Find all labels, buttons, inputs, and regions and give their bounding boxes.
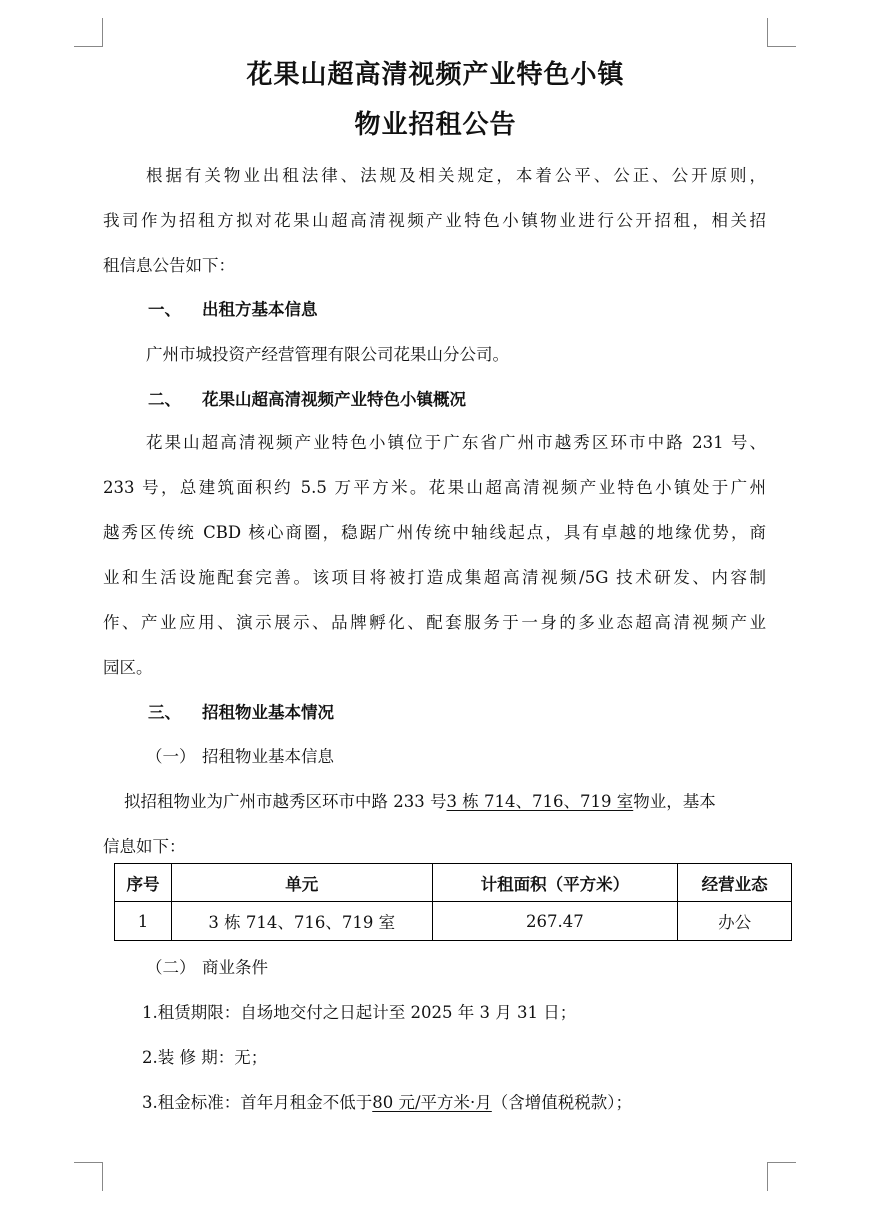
intro-line-3: 租信息公告如下： bbox=[103, 256, 235, 275]
section-2-line-5: 作、产业应用、演示展示、品牌孵化、配套服务于一身的多业态超高清视频产业 bbox=[103, 613, 766, 632]
rental-property-table bbox=[114, 863, 792, 941]
section-3-heading bbox=[148, 703, 334, 723]
subsection-1-heading bbox=[146, 747, 334, 767]
document-subtitle: 物业招租公告 bbox=[354, 110, 517, 140]
header-business-type: 经营业态 bbox=[678, 864, 792, 902]
subsection-1-line-2: 信息如下： bbox=[103, 837, 186, 856]
document-title: 花果山超高清视频产业特色小镇 bbox=[246, 60, 625, 90]
header-serial-number: 序号 bbox=[115, 864, 172, 902]
section-1-body: 广州市城投资产经营管理有限公司花果山分公司。 bbox=[146, 345, 509, 364]
table-row bbox=[115, 902, 792, 941]
header-unit: 单元 bbox=[171, 864, 432, 902]
section-2-heading bbox=[148, 390, 466, 410]
section-1-heading bbox=[148, 300, 318, 320]
section-3-title: 招租物业基本情况 bbox=[202, 703, 334, 722]
section-2-line-6: 园区。 bbox=[103, 658, 153, 677]
section-2-line-4: 业和生活设施配套完善。该项目将被打造成集超高清视频/5G 技术研发、内容制 bbox=[103, 568, 766, 587]
section-3-number: 三、 bbox=[148, 703, 181, 722]
crop-mark-bottom-left bbox=[74, 1162, 103, 1191]
section-1-number: 一、 bbox=[148, 300, 181, 319]
property-units-underlined: 3 栋 714、716、719 室 bbox=[446, 792, 634, 811]
subsection-1-number: （一） bbox=[146, 747, 196, 766]
subsection-1-line-1 bbox=[124, 792, 716, 812]
header-rental-area: 计租面积（平方米） bbox=[432, 864, 678, 902]
section-2-number: 二、 bbox=[148, 390, 181, 409]
rent-standard-item bbox=[142, 1093, 632, 1113]
rent-price-underlined: 80 元/平方米·月 bbox=[372, 1093, 492, 1112]
lease-term-item: 1.租赁期限：自场地交付之日起计至 2025 年 3 月 31 日； bbox=[142, 1003, 577, 1022]
section-1-title: 出租方基本信息 bbox=[202, 300, 318, 319]
subsection-2-number: （二） bbox=[146, 958, 196, 977]
renovation-period-item: 2.装 修 期：无； bbox=[142, 1048, 268, 1067]
rent-tax-note: （含增值税税款）； bbox=[491, 1093, 633, 1112]
cell-rental-area: 267.47 bbox=[432, 902, 678, 941]
table-header-row bbox=[115, 864, 792, 902]
subsection-1-title: 招租物业基本信息 bbox=[202, 747, 334, 766]
section-2-line-1: 花果山超高清视频产业特色小镇位于广东省广州市越秀区环市中路 231 号、 bbox=[146, 433, 766, 452]
subsection-2-heading bbox=[146, 958, 268, 978]
property-address-suffix: 物业，基本 bbox=[633, 792, 716, 811]
crop-mark-top-right bbox=[767, 18, 796, 47]
crop-mark-bottom-right bbox=[767, 1162, 796, 1191]
intro-line-2: 我司作为招租方拟对花果山超高清视频产业特色小镇物业进行公开招租，相关招 bbox=[103, 211, 766, 230]
cell-business-type: 办公 bbox=[678, 902, 792, 941]
subsection-2-title: 商业条件 bbox=[202, 958, 268, 977]
rent-standard-label: 3.租金标准：首年月租金不低于 bbox=[142, 1093, 373, 1112]
intro-line-1: 根据有关物业出租法律、法规及相关规定，本着公平、公正、公开原则， bbox=[146, 166, 766, 185]
section-2-title: 花果山超高清视频产业特色小镇概况 bbox=[202, 390, 466, 409]
cell-unit: 3 栋 714、716、719 室 bbox=[171, 902, 432, 941]
section-2-line-2: 233 号，总建筑面积约 5.5 万平方米。花果山超高清视频产业特色小镇处于广州 bbox=[103, 478, 766, 497]
crop-mark-top-left bbox=[74, 18, 103, 47]
cell-serial-number: 1 bbox=[115, 902, 172, 941]
section-2-line-3: 越秀区传统 CBD 核心商圈，稳踞广州传统中轴线起点，具有卓越的地缘优势，商 bbox=[103, 523, 766, 542]
property-address-text: 拟招租物业为广州市越秀区环市中路 233 号 bbox=[124, 792, 447, 811]
